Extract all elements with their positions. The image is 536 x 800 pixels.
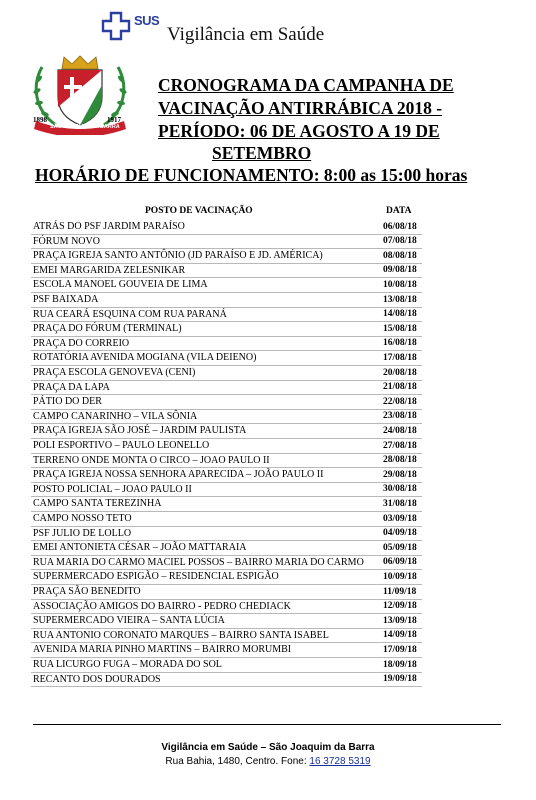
table-row-date: 03/09/18 [383, 513, 417, 524]
table-row-date: 13/08/18 [383, 294, 417, 305]
table-row-date: 31/08/18 [383, 498, 417, 509]
table-row-date: 16/08/18 [383, 338, 417, 349]
sus-cross-icon [101, 11, 131, 41]
table-row-date: 28/08/18 [383, 455, 417, 466]
table-row-date: 17/08/18 [383, 352, 417, 363]
table-row-date: 21/08/18 [383, 382, 417, 393]
table-row-place: PSF JULIO DE LOLLO [33, 527, 132, 539]
table-row-place: PÁTIO DO DER [33, 396, 102, 408]
col-header-date: DATA [386, 206, 412, 216]
table-row-place: AVENIDA MARIA PINHO MARTINS – BAIRRO MORUMBI [33, 644, 292, 656]
sus-label: SUS [134, 13, 160, 28]
table-row-date: 14/09/18 [383, 630, 417, 641]
row-separator [31, 672, 422, 673]
row-separator [31, 409, 422, 410]
table-row-date: 11/09/18 [383, 586, 417, 597]
row-separator [31, 584, 422, 585]
table-row-date: 06/09/18 [383, 557, 417, 568]
row-separator [31, 336, 422, 337]
table-row-place: PRAÇA IGREJA NOSSA SENHORA APARECIDA – JOÃO PAULO II [33, 469, 324, 481]
table-row-place: PRAÇA SÃO BENEDITO [33, 586, 141, 597]
row-separator [31, 482, 422, 483]
table-row-date: 14/08/18 [383, 309, 417, 320]
row-separator [31, 526, 422, 527]
table-row-place: CAMPO SANTA TEREZINHA [33, 498, 162, 510]
table-row-date: 10/09/18 [383, 571, 417, 582]
table-row-place: RUA ANTONIO CORONATO MARQUES – BAIRRO SANTA ISABEL [33, 629, 329, 641]
table-row-date: 07/08/18 [383, 236, 417, 247]
crest-town-label: SÃO JOAQUIM DA BARRA [50, 124, 120, 130]
row-separator [31, 599, 422, 600]
title-line-2: VACINAÇÃO ANTIRRÁBICA 2018 - [158, 98, 443, 118]
row-separator [31, 555, 422, 556]
row-separator [31, 496, 422, 497]
table-row-place: RUA CEARÁ ESQUINA COM RUA PARANÁ [33, 308, 227, 320]
table-row-place: ROTATÓRIA AVENIDA MOGIANA (VILA DEIENO) [33, 352, 257, 364]
table-row-date: 24/08/18 [383, 425, 417, 436]
table-row-place: SUPERMERCADO ESPIGÃO – RESIDENCIAL ESPIGÃO [33, 571, 279, 583]
row-separator [31, 307, 422, 308]
table-row-date: 30/08/18 [383, 484, 417, 495]
table-row-date: 15/08/18 [383, 323, 417, 334]
footer-phone-link[interactable]: 16 3728 5319 [309, 756, 371, 767]
row-separator [31, 234, 422, 235]
row-separator [31, 657, 422, 658]
footer-divider [33, 724, 501, 725]
table-row-place: PRAÇA DO FÓRUM (TERMINAL) [33, 323, 182, 335]
row-separator [31, 277, 422, 278]
table-row-place: TERRENO ONDE MONTA O CIRCO – JOAO PAULO II [33, 454, 270, 466]
table-row-date: 18/09/18 [383, 659, 417, 670]
title-line-4: SETEMBRO [212, 143, 312, 163]
table-row-date: 22/08/18 [383, 396, 417, 407]
row-separator [31, 438, 422, 439]
col-header-place: POSTO DE VACINAÇÃO [145, 206, 253, 216]
table-row-place: CAMPO NOSSO TETO [33, 513, 132, 524]
row-separator [31, 263, 422, 264]
table-row-place: EMEI ANTONIETA CÉSAR – JOÃO MATTARAIA [33, 542, 247, 554]
table-row-place: EMEI MARGARIDA ZELESNIKAR [33, 264, 186, 276]
row-separator [31, 292, 422, 293]
crest-year-right: 1917 [107, 116, 121, 124]
table-row-date: 23/08/18 [383, 411, 417, 422]
row-separator [31, 686, 422, 687]
footer-address [0, 756, 536, 767]
row-separator [31, 511, 422, 512]
table-row-date: 13/09/18 [383, 615, 417, 626]
table-row-place: RECANTO DOS DOURADOS [33, 673, 161, 685]
table-row-place: ESCOLA MANOEL GOUVEIA DE LIMA [33, 279, 208, 291]
brand-title: Vigilância em Saúde [167, 24, 325, 45]
table-row-date: 19/09/18 [383, 674, 417, 685]
footer-address-text: Rua Bahia, 1480, Centro. Fone: [165, 756, 310, 767]
table-row-place: RUA MARIA DO CARMO MACIEL POSSOS – BAIRRO MARIA DO CARMO [33, 556, 364, 568]
table-row-place: PRAÇA IGREJA SÃO JOSÉ – JARDIM PAULISTA [33, 425, 247, 437]
table-row-place: RUA LICURGO FUGA – MORADA DO SOL [33, 659, 222, 670]
table-row-place: ASSOCIAÇÃO AMIGOS DO BAIRRO - PEDRO CHEDIACK [33, 600, 291, 612]
table-row-place: PRAÇA DA LAPA [33, 381, 110, 393]
footer-org: Vigilância em Saúde – São Joaquim da Barra [161, 742, 375, 753]
table-row-place: CAMPO CANARINHO – VILA SÔNIA [33, 410, 198, 422]
table-row-date: 29/08/18 [383, 469, 417, 480]
table-row-date: 05/09/18 [383, 542, 417, 553]
table-row-place: PRAÇA DO CORREIO [33, 337, 130, 349]
title-line-1: CRONOGRAMA DA CAMPANHA DE [158, 75, 454, 95]
table-row-place: SUPERMERCADO VIEIRA – SANTA LÚCIA [33, 615, 225, 627]
table-row-place: FÓRUM NOVO [33, 235, 100, 247]
table-row-date: 20/08/18 [383, 367, 417, 378]
table-row-date: 04/09/18 [383, 528, 417, 539]
table-row-date: 17/09/18 [383, 644, 417, 655]
table-row-date: 09/08/18 [383, 265, 417, 276]
table-row-date: 10/08/18 [383, 279, 417, 290]
table-row-place: PRAÇA ESCOLA GENOVEVA (CENI) [33, 367, 196, 378]
crest-year-left: 1898 [33, 116, 47, 124]
title-line-3: PERÍODO: 06 DE AGOSTO A 19 DE [158, 121, 440, 141]
row-separator [31, 453, 422, 454]
row-separator [31, 365, 422, 366]
table-row-place: PRAÇA IGREJA SANTO ANTÔNIO (JD PARAÍSO E JD. AMÉRICA) [33, 250, 323, 262]
table-row-place: POSTO POLICIAL – JOAO PAULO II [33, 483, 192, 495]
opening-hours: HORÁRIO DE FUNCIONAMENTO: 8:00 as 15:00 horas [35, 165, 468, 185]
table-row-date: 12/09/18 [383, 601, 417, 612]
table-row-date: 08/08/18 [383, 250, 417, 261]
row-separator [31, 642, 422, 643]
table-row-place: ATRÁS DO PSF JARDIM PARAÍSO [33, 221, 185, 232]
table-row-place: PSF BAIXADA [33, 294, 99, 305]
row-separator [31, 628, 422, 629]
table-row-date: 06/08/18 [383, 221, 417, 232]
row-separator [31, 380, 422, 381]
table-row-place: POLI ESPORTIVO – PAULO LEONELLO [33, 440, 210, 451]
table-row-date: 27/08/18 [383, 440, 417, 451]
